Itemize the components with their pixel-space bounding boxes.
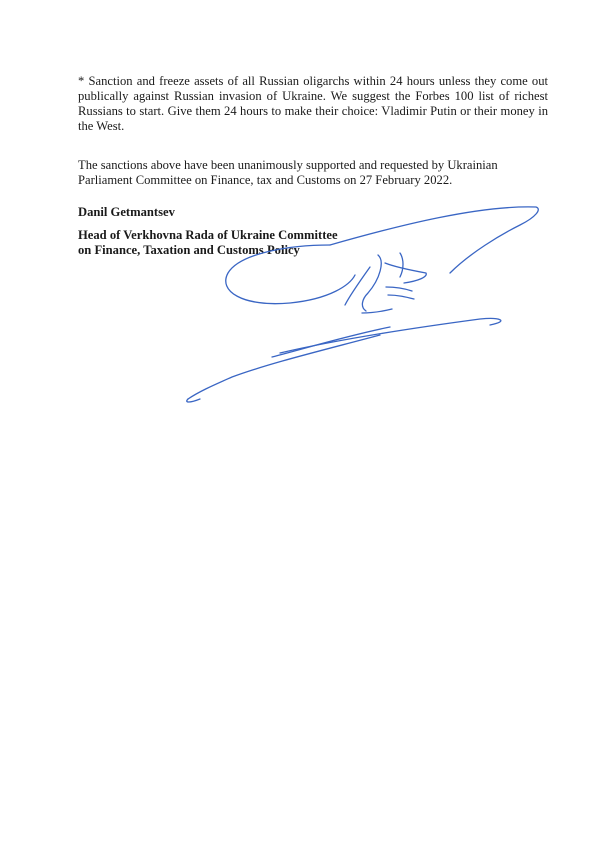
signatory-title-line-1: Head of Verkhovna Rada of Ukraine Committee — [78, 228, 338, 242]
signatory-name: Danil Getmantsev — [78, 205, 175, 219]
signatory-title — [78, 228, 338, 258]
sanctions-paragraph: * Sanction and freeze assets of all Russian oligarchs within 24 hours unless they come out publically against Russian invasion of Ukraine. We suggest the Forbes 100 list of richest Russians to start. Give them 24 hours to make their choice: Vladimir Putin or their money in the West. — [78, 73, 548, 133]
signatory-title-line-2: on Finance, Taxation and Customs Policy — [78, 243, 300, 257]
support-paragraph: The sanctions above have been unanimously supported and requested by Ukrainian Parliament Committee on Finance, tax and Customs on 27 February 2022. — [78, 157, 498, 187]
